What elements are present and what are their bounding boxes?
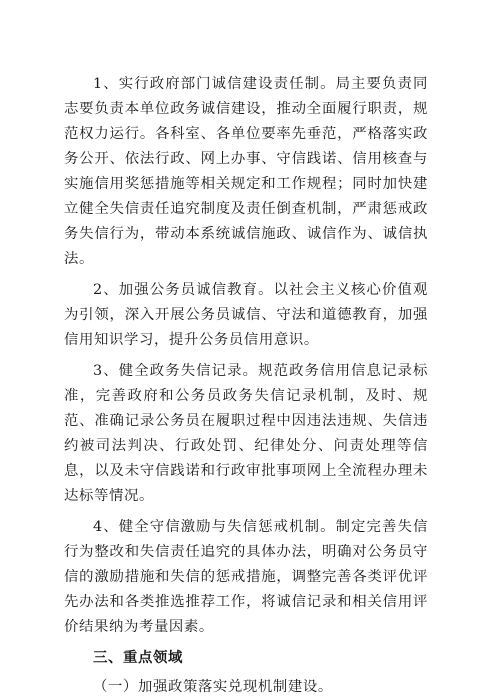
paragraph-incentive-punishment: 4、健全守信激励与失信惩戒机制。制定完善失信行为整改和失信责任追究的具体办法，明确对公务员守信的激励措施和失信的惩戒措施，调整完善各类评优评先办法和各类推选推荐工作，将诚信记录和相关信用评价结果纳为考量因素。	[64, 519, 428, 635]
paragraph-integrity-education: 2、加强公务员诚信教育。以社会主义核心价值观为引领，深入开展公务员诚信、守法和道德教育，加强信用知识学习，提升公务员信用意识。	[64, 282, 428, 348]
paragraph-responsibility-system: 1、实行政府部门诚信建设责任制。局主要负责同志要负责本单位政务诚信建设，推动全面履行职责，规范权力运行。各科室、各单位要率先垂范，严格落实政务公开、依法行政、网上办事、守信践诺、信用核查与实施信用奖惩措施等相关规定和工作规程；同时加快建立健全失信责任追究制度及责任倒查机制，严肃惩戒政务失信行为，带动本系统诚信施政、诚信作为、诚信执法。	[64, 76, 428, 267]
subsection-heading-policy-implementation: （一）加强政策落实兑现机制建设。	[93, 679, 333, 695]
document-body	[64, 72, 428, 700]
paragraph-dishonesty-records: 3、健全政务失信记录。规范政务信用信息记录标准，完善政府和公务员政务失信记录机制，及时、规范、准确记录公务员在履职过程中因违法违规、失信违约被司法判决、行政处罚、纪律处分、问责处理等信息，以及未守信践诺和行政审批事项网上全流程办理未达标等情况。	[64, 363, 428, 504]
section-heading-key-areas: 三、重点领域	[93, 650, 183, 666]
